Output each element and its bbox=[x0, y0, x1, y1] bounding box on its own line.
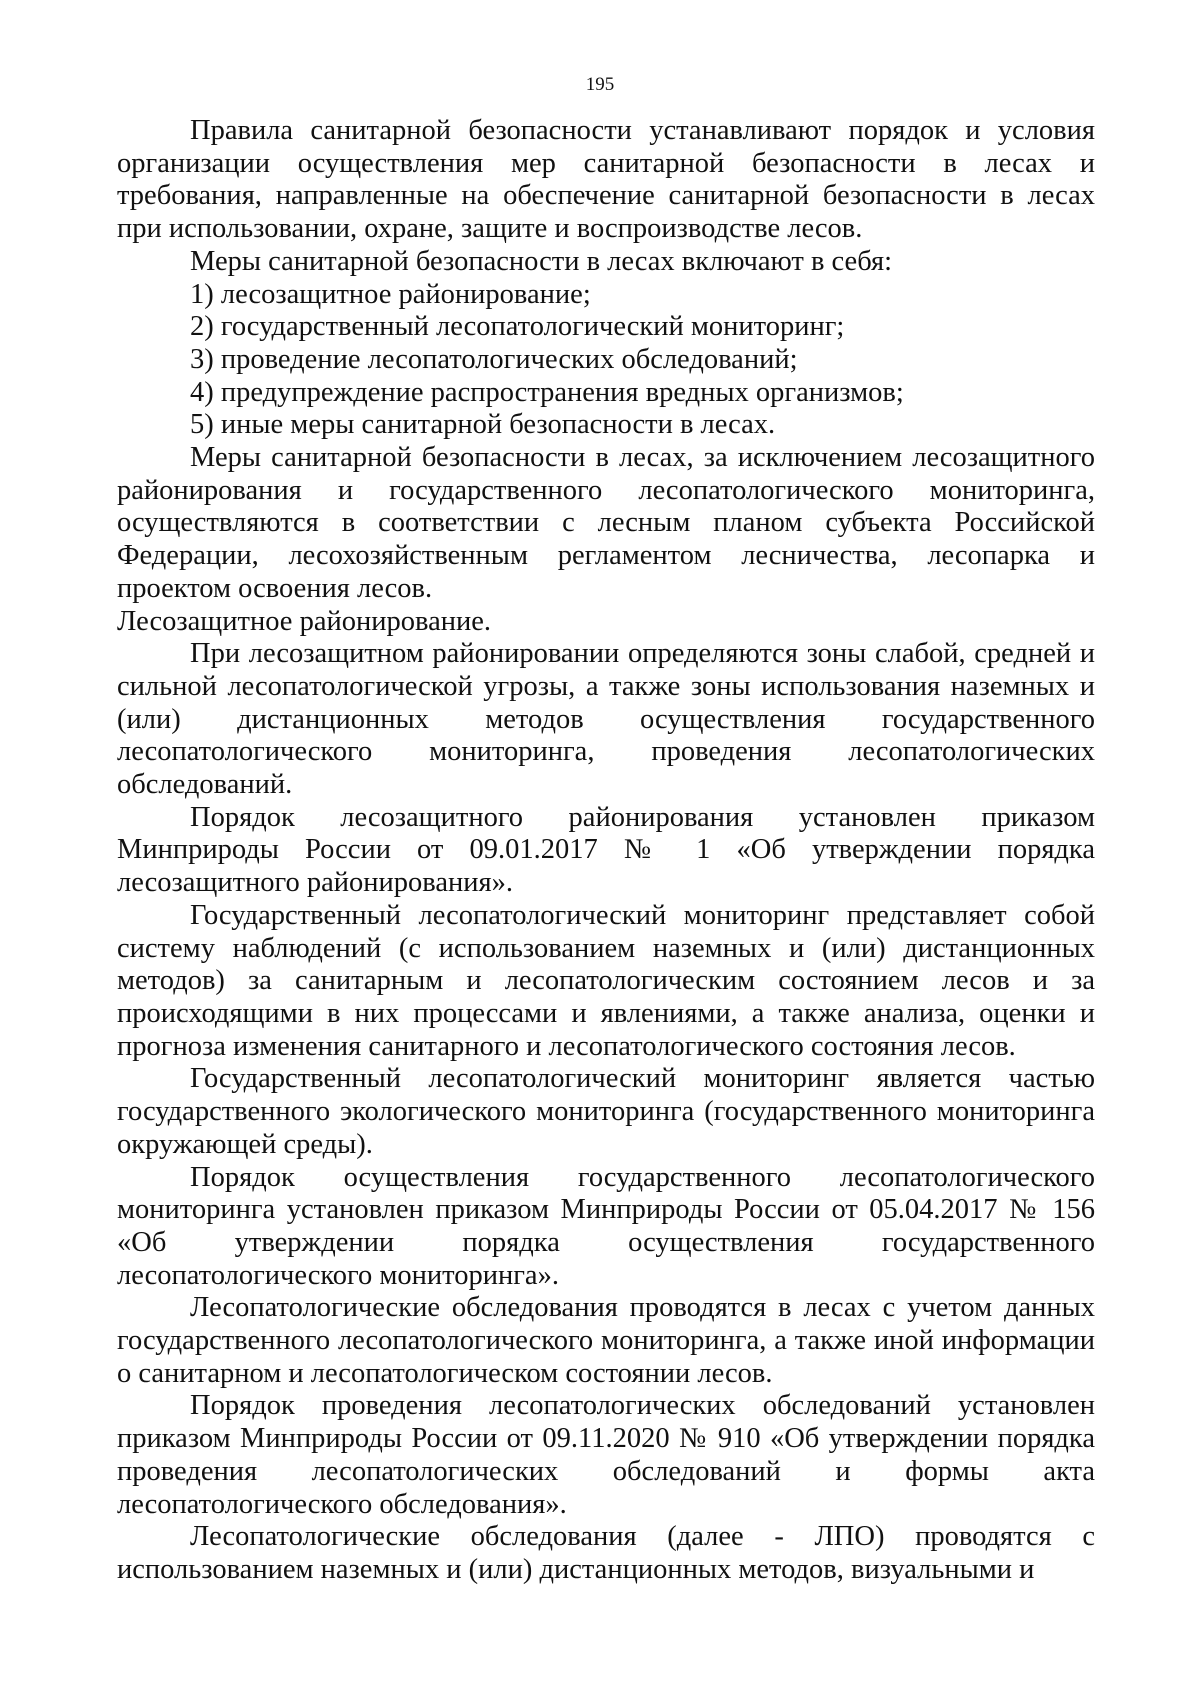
list-item: 5) иные меры санитарной безопасности в лесах. bbox=[190, 409, 776, 441]
paragraph: Лесопатологические обследования проводятся в лесах с учетом данных государственного лесопатологического мониторинга, а также иной информации о санитарном и лесопатологическом состоянии лесов. bbox=[117, 1292, 1095, 1389]
paragraph: Меры санитарной безопасности в лесах, за исключением лесозащитного районирования и государственного лесопатологического мониторинга, осуществляются в соответствии с лесным планом субъекта Российской Федерации, лесохозяйственным регламентом лесничества, лесопарка и проектом освоения лесов. bbox=[117, 442, 1095, 604]
list-item: 3) проведение лесопатологических обследований; bbox=[190, 343, 798, 375]
paragraph: Порядок лесозащитного районирования установлен приказом Минприроды России от 09.01.2017 № 1 «Об утверждении порядка лесозащитного районирования». bbox=[117, 801, 1095, 899]
paragraph: Государственный лесопатологический мониторинг представляет собой систему наблюдений (с использованием наземных и (или) дистанционных методов) за санитарным и лесопатологическим состоянием лесов и за происходящими в них процессами и явлениями, а также анализа, оценки и прогноза изменения санитарного и лесопатологического состояния лесов. bbox=[117, 899, 1095, 1062]
paragraph: Порядок осуществления государственного лесопатологического мониторинга установлен приказом Минприроды России от 05.04.2017 № 156 «Об утверждении порядка осуществления государственного лесопатологического мониторинга». bbox=[117, 1161, 1095, 1291]
list-item: 4) предупреждение распространения вредных организмов; bbox=[190, 376, 904, 408]
paragraph: Порядок проведения лесопатологических обследований установлен приказом Минприроды России от 09.11.2020 № 910 «Об утверждении порядка проведения лесопатологических обследований и формы акта лесопатологического обследования». bbox=[117, 1390, 1095, 1520]
paragraph: Государственный лесопатологический мониторинг является частью государственного экологического мониторинга (государственного мониторинга окружающей среды). bbox=[117, 1063, 1095, 1160]
paragraph: Лесопатологические обследования (далее - ЛПО) проводятся с использованием наземных и (или) дистанционных методов, визуальными и bbox=[117, 1521, 1095, 1585]
document-body bbox=[117, 115, 1095, 1587]
list-item: 1) лесозащитное районирование; bbox=[190, 278, 591, 310]
paragraph: Правила санитарной безопасности устанавливают порядок и условия организации осуществления мер санитарной безопасности в лесах и требования, направленные на обеспечение санитарной безопасности в лесах при использовании, охране, защите и воспроизводстве лесов. bbox=[117, 115, 1095, 245]
list-item: 2) государственный лесопатологический мониторинг; bbox=[190, 311, 845, 343]
page-number: 195 bbox=[585, 74, 615, 95]
paragraph: При лесозащитном районировании определяются зоны слабой, средней и сильной лесопатологической угрозы, а также зоны использования наземных и (или) дистанционных методов осуществления государственного лесопатологического мониторинга, проведения лесопатологических обследований. bbox=[117, 638, 1095, 801]
paragraph: Меры санитарной безопасности в лесах включают в себя: bbox=[190, 245, 893, 277]
section-heading: Лесозащитное районирование. bbox=[117, 605, 491, 637]
